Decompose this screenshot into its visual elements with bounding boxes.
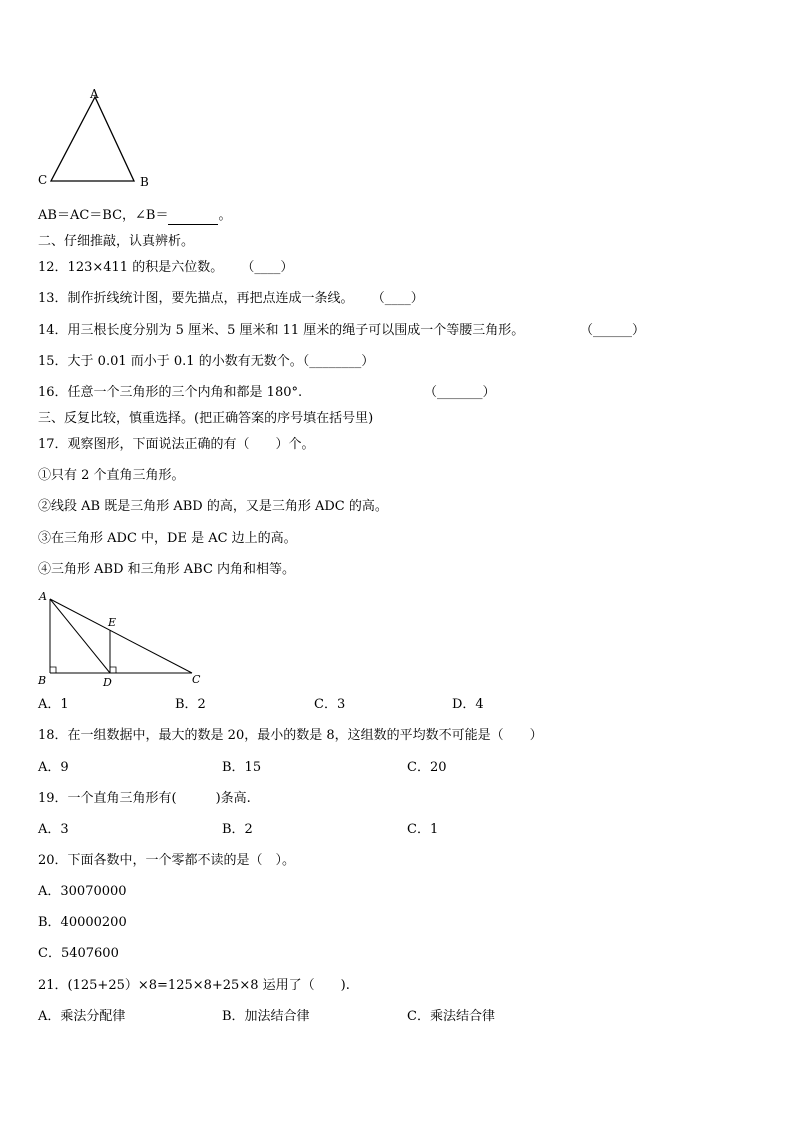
q20-option-a[interactable]: A．30070000 (38, 884, 127, 899)
vertex-label-c: C (38, 173, 48, 187)
q20-option-c[interactable]: C．5407600 (38, 946, 119, 961)
q21-option-a[interactable]: A．乘法分配律 (38, 1009, 126, 1024)
q17-option-b[interactable]: B．2 (175, 697, 206, 712)
q16-answer-paren[interactable]: （_______） (424, 385, 496, 400)
q20-option-b[interactable]: B．40000200 (38, 915, 127, 930)
q12 (38, 260, 293, 276)
q11-tail: 。 (218, 208, 232, 223)
q18-option-c[interactable]: C．20 (407, 760, 447, 775)
q13 (38, 291, 424, 307)
section-3-heading: 三、反复比较，慎重选择。(把正确答案的序号填在括号里) (38, 411, 374, 426)
q14-text: 14．用三根长度分别为 5 厘米、5 厘米和 11 厘米的绳子可以围成一个等腰三角形。 (38, 323, 525, 338)
q17-statement-2: ②线段 AB 既是三角形 ABD 的高，又是三角形 ADC 的高。 (38, 499, 388, 514)
fig2-label-c: C (192, 673, 201, 686)
q17-statement-3: ③在三角形 ADC 中，DE 是 AC 边上的高。 (38, 531, 297, 546)
q17-option-a[interactable]: A．1 (38, 697, 69, 712)
segment-ad (50, 599, 110, 673)
triangle-abc (51, 97, 134, 181)
q18-stem: 18．在一组数据中，最大的数是 20，最小的数是 8，这组数的平均数不可能是（ ） (38, 728, 543, 743)
q12-text: 12．123×411 的积是六位数。 (38, 260, 224, 275)
equilateral-triangle-figure (30, 84, 160, 194)
q11-answer-line (38, 208, 231, 225)
q17-stem: 17．观察图形，下面说法正确的有（ ）个。 (38, 437, 315, 452)
q13-text: 13．制作折线统计图，要先描点，再把点连成一条线。 (38, 291, 354, 306)
q15 (38, 354, 374, 370)
q19-option-c[interactable]: C．1 (407, 822, 439, 837)
right-angle-mark-d (110, 667, 116, 673)
q11-blank[interactable] (168, 208, 218, 225)
q16-text: 16．任意一个三角形的三个内角和都是 180°. (38, 385, 303, 400)
q21-option-c[interactable]: C．乘法结合律 (407, 1009, 495, 1024)
segment-ac (50, 599, 192, 673)
q17-statement-4: ④三角形 ABD 和三角形 ABC 内角和相等。 (38, 562, 296, 577)
q15-text: 15．大于 0.01 而小于 0.1 的小数有无数个。（________） (38, 354, 375, 369)
right-triangle-figure (30, 588, 210, 692)
q19-option-a[interactable]: A．3 (38, 822, 69, 837)
q20-stem: 20．下面各数中，一个零都不读的是（ ）。 (38, 853, 296, 868)
q12-answer-paren[interactable]: （____） (241, 260, 294, 275)
q16 (38, 385, 302, 401)
fig2-label-d: D (103, 676, 112, 689)
q19-stem: 19．一个直角三角形有( )条高. (38, 791, 251, 806)
q19-option-b[interactable]: B．2 (222, 822, 253, 837)
q18-option-b[interactable]: B．15 (222, 760, 262, 775)
q17-option-c[interactable]: C．3 (314, 697, 346, 712)
right-angle-mark-b (50, 667, 56, 673)
vertex-label-b: B (140, 175, 149, 189)
q14 (38, 323, 524, 339)
q21-option-b[interactable]: B．加法结合律 (222, 1009, 310, 1024)
q14-answer-paren[interactable]: （______） (580, 323, 646, 338)
q21-stem: 21．(125+25）×8=125×8+25×8 运用了（ ). (38, 978, 350, 993)
q17-option-d[interactable]: D．4 (452, 697, 484, 712)
vertex-label-a: A (90, 87, 99, 101)
q18-option-a[interactable]: A．9 (38, 760, 69, 775)
section-2-heading: 二、仔细推敲，认真辨析。 (38, 234, 195, 249)
q13-answer-paren[interactable]: （____） (371, 291, 424, 306)
fig2-label-b: B (38, 674, 47, 687)
q17-statement-1: ①只有 2 个直角三角形。 (38, 468, 185, 483)
fig2-label-a: A (39, 590, 47, 603)
q11-text: AB＝AC＝BC，∠B＝ (38, 208, 169, 223)
fig2-label-e: E (108, 616, 117, 629)
